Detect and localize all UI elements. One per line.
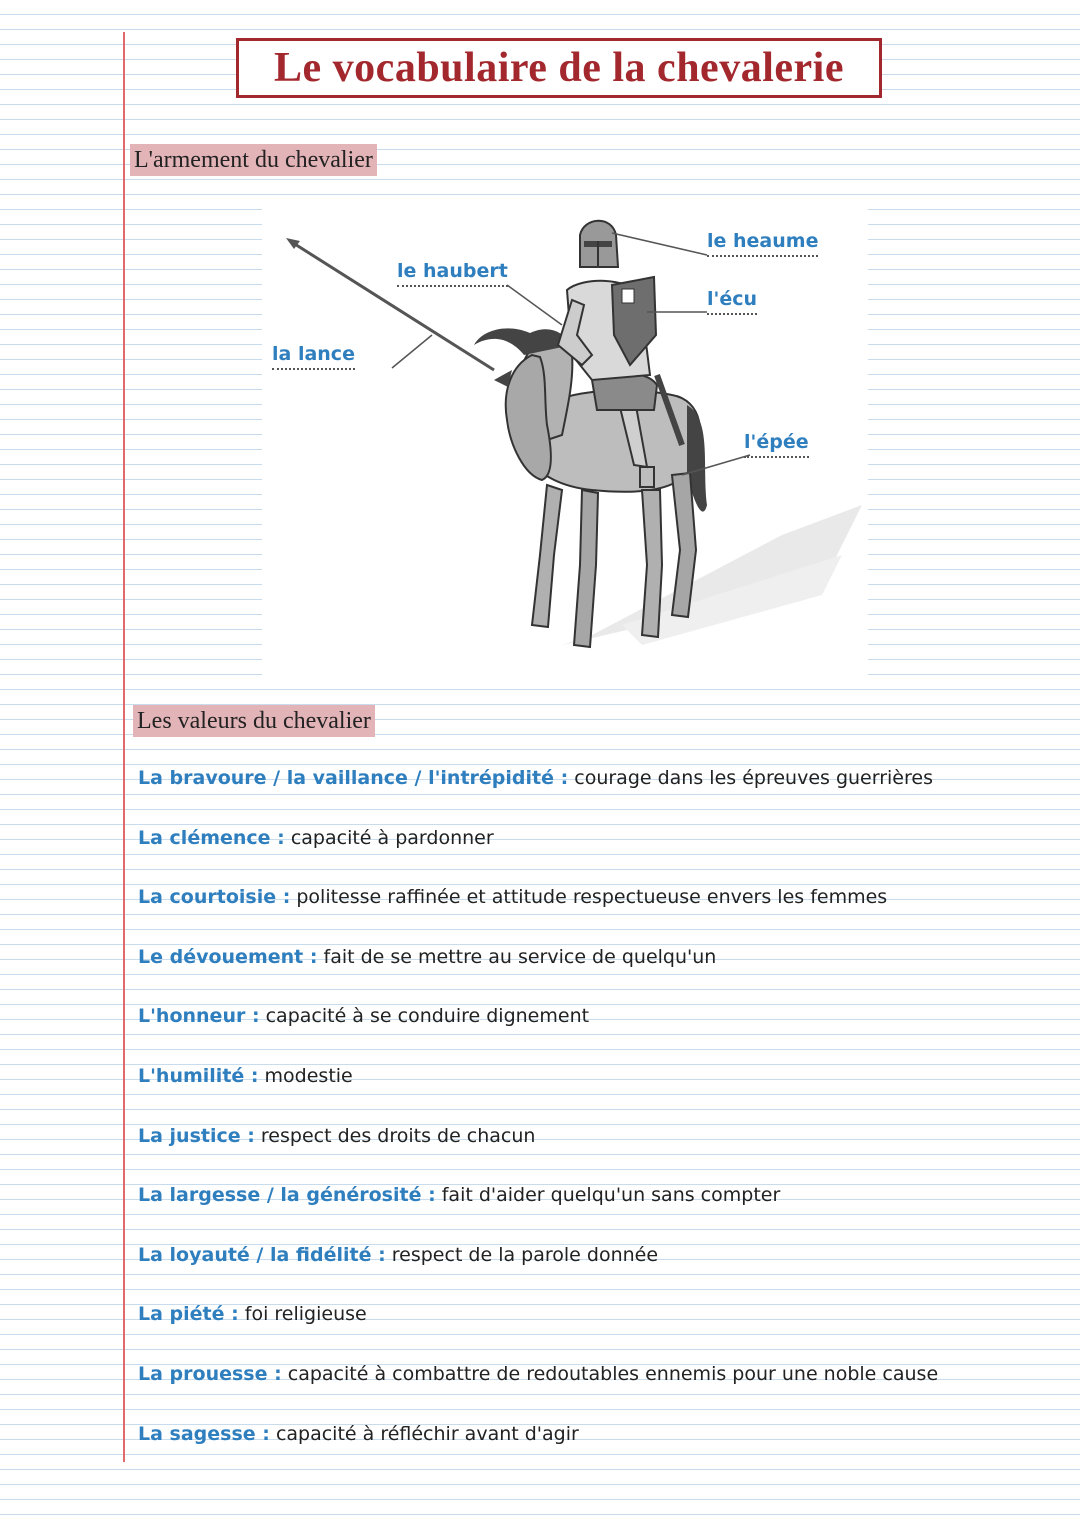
title-box <box>236 38 882 98</box>
value-term: La justice : <box>138 1125 255 1147</box>
value-term: La clémence : <box>138 827 285 849</box>
list-item <box>138 1124 535 1148</box>
value-definition: capacité à combattre de redoutables ennemis pour une noble cause <box>287 1363 939 1385</box>
value-term: La loyauté / la fidélité : <box>138 1244 386 1266</box>
list-item <box>138 945 716 969</box>
list-item <box>138 1004 589 1028</box>
value-definition: capacité à pardonner <box>290 827 494 849</box>
value-term: La bravoure / la vaillance / l'intrépidité : <box>138 767 569 789</box>
label-lance: la lance <box>272 343 355 370</box>
margin-line <box>123 32 125 1462</box>
value-definition: fait de se mettre au service de quelqu'un <box>323 946 717 968</box>
list-item <box>138 1064 353 1088</box>
value-term: La sagesse : <box>138 1423 270 1445</box>
value-term: La piété : <box>138 1303 239 1325</box>
value-definition: foi religieuse <box>244 1303 367 1325</box>
value-term: L'honneur : <box>138 1005 260 1027</box>
page-title: Le vocabulaire de la chevalerie <box>274 45 844 91</box>
value-term: Le dévouement : <box>138 946 318 968</box>
label-haubert: le haubert <box>397 260 508 287</box>
value-term: La prouesse : <box>138 1363 282 1385</box>
label-ecu: l'écu <box>707 288 757 315</box>
list-item <box>138 766 933 790</box>
section-heading-armement: L'armement du chevalier <box>130 144 377 176</box>
value-definition: respect de la parole donnée <box>391 1244 659 1266</box>
value-definition: capacité à se conduire dignement <box>265 1005 590 1027</box>
label-epee: l'épée <box>744 431 809 458</box>
list-item <box>138 1302 367 1326</box>
value-definition: fait d'aider quelqu'un sans compter <box>441 1184 781 1206</box>
list-item <box>138 826 494 850</box>
list-item <box>138 885 887 909</box>
value-definition: modestie <box>264 1065 353 1087</box>
value-definition: capacité à réfléchir avant d'agir <box>275 1423 579 1445</box>
value-definition: politesse raffinée et attitude respectueuse envers les femmes <box>296 886 888 908</box>
label-heaume: le heaume <box>707 230 818 257</box>
list-item <box>138 1183 780 1207</box>
knight-illustration <box>262 205 868 675</box>
value-term: La courtoisie : <box>138 886 291 908</box>
list-item <box>138 1243 658 1267</box>
list-item <box>138 1362 938 1386</box>
value-definition: respect des droits de chacun <box>260 1125 536 1147</box>
list-item <box>138 1422 579 1446</box>
value-definition: courage dans les épreuves guerrières <box>574 767 933 789</box>
value-term: La largesse / la générosité : <box>138 1184 436 1206</box>
value-term: L'humilité : <box>138 1065 259 1087</box>
section-heading-valeurs: Les valeurs du chevalier <box>133 705 375 737</box>
